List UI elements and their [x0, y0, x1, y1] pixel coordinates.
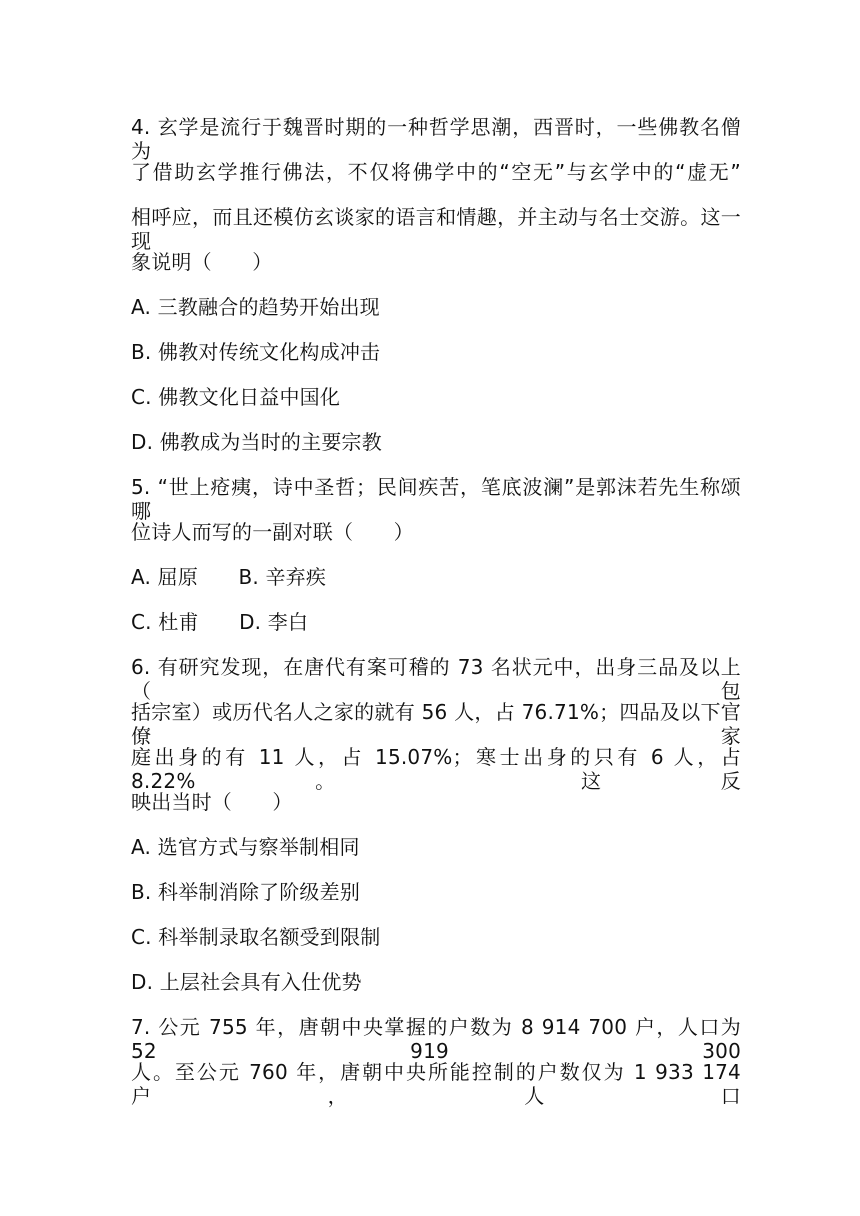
q7-stem-line: 7. 公元 755 年，唐朝中央掌握的户数为 8 914 700 户，人口为 52 919 300	[131, 1015, 741, 1063]
q4-option-a: A. 三教融合的趋势开始出现	[131, 295, 380, 319]
q6-option-d: D. 上层社会具有入仕优势	[131, 970, 362, 994]
q5-options-cd: C. 杜甫 D. 李白	[131, 610, 309, 634]
q6-option-b: B. 科举制消除了阶级差别	[131, 880, 361, 904]
q5-stem-line: 5. “世上疮痍，诗中圣哲；民间疾苦，笔底波澜”是郭沫若先生称颂哪	[131, 475, 741, 523]
q4-option-c: C. 佛教文化日益中国化	[131, 385, 341, 409]
q5-stem-line: 位诗人而写的一副对联（ ）	[131, 520, 414, 544]
q7-stem-line: 人。至公元 760 年，唐朝中央所能控制的户数仅为 1 933 174 户，人口	[131, 1060, 741, 1108]
q6-stem-line: 6. 有研究发现，在唐代有案可稽的 73 名状元中，出身三品及以上（包	[131, 655, 741, 703]
q5-options-ab: A. 屈原 B. 辛弃疾	[131, 565, 327, 589]
q6-stem-line: 括宗室）或历代名人之家的就有 56 人，占 76.71%；四品及以下官僚家	[131, 700, 741, 748]
q4-stem-line: 相呼应，而且还模仿玄谈家的语言和情趣，并主动与名士交游。这一现	[131, 205, 741, 253]
q6-stem-line: 庭出身的有 11 人，占 15.07%；寒士出身的只有 6 人，占 8.22%。 这反	[131, 745, 741, 793]
q4-option-b: B. 佛教对传统文化构成冲击	[131, 340, 381, 364]
q6-stem-line: 映出当时（ ）	[131, 790, 293, 814]
q4-stem-line: 4. 玄学是流行于魏晋时期的一种哲学思潮，西晋时，一些佛教名僧为	[131, 115, 741, 163]
q4-stem-line: 象说明（ ）	[131, 250, 273, 274]
q6-option-a: A. 选官方式与察举制相同	[131, 835, 360, 859]
q4-option-d: D. 佛教成为当时的主要宗教	[131, 430, 382, 454]
q4-stem-line: 了借助玄学推行佛法，不仅将佛学中的“空无”与玄学中的“虚无”	[131, 160, 741, 184]
q6-option-c: C. 科举制录取名额受到限制	[131, 925, 381, 949]
